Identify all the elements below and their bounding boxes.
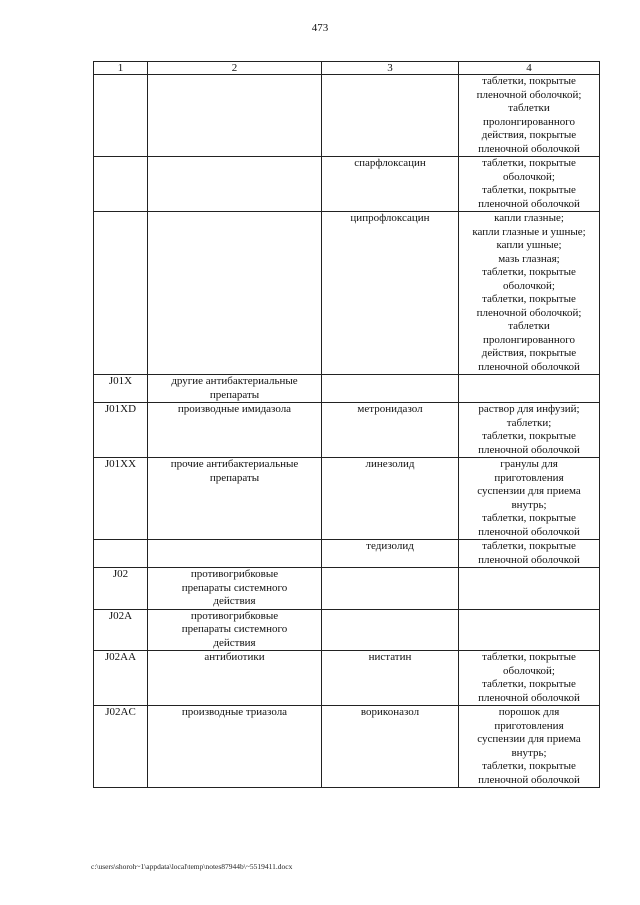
atc-code-cell <box>94 157 148 212</box>
column-header-3: 3 <box>322 62 459 75</box>
table-row <box>94 706 600 788</box>
drug-name-cell <box>322 568 459 610</box>
dosage-form-line: таблетки, покрытые <box>482 651 576 663</box>
table-row <box>94 609 600 651</box>
dosage-form-line: таблетки; <box>506 416 552 429</box>
dosage-form-line: таблетки, покрытые <box>482 293 576 305</box>
dosage-form-line: пролонгированного <box>483 115 575 128</box>
dosage-form-line: пленочной оболочкой; <box>476 306 582 319</box>
group-name-line: производные триазола <box>181 706 288 718</box>
dosage-form-line: суспензии для приема <box>477 485 581 497</box>
group-name-cell <box>148 706 322 788</box>
group-name-line: препараты системного <box>181 581 288 594</box>
dosage-form-line: капли глазные и ушные; <box>472 225 586 238</box>
drug-name-cell: спарфлоксацин <box>322 157 459 212</box>
dosage-form-line: оболочкой; <box>503 170 555 183</box>
atc-code-cell: J02AC <box>94 706 148 788</box>
dosage-form-line: таблетки, покрытые <box>482 157 576 169</box>
dosage-form-line: раствор для инфузий; <box>478 403 580 415</box>
page-number: 473 <box>311 22 329 34</box>
dosage-forms-cell <box>459 568 600 610</box>
group-name-cell <box>148 458 322 540</box>
atc-code-cell: J02A <box>94 609 148 651</box>
drug-name-cell <box>322 609 459 651</box>
dosage-form-line: пленочной оболочкой <box>478 360 580 373</box>
dosage-form-line: пленочной оболочкой <box>478 773 580 786</box>
dosage-form-line: пленочной оболочкой <box>478 525 580 538</box>
dosage-form-line: пленочной оболочкой <box>478 691 580 704</box>
drug-name-cell: линезолид <box>322 458 459 540</box>
drug-name-cell: ципрофлоксацин <box>322 212 459 375</box>
drug-name-cell: нистатин <box>322 651 459 706</box>
table-row <box>94 651 600 706</box>
dosage-forms-cell <box>459 75 600 157</box>
dosage-forms-cell <box>459 403 600 458</box>
dosage-form-line: суспензии для приема <box>477 733 581 745</box>
group-name-line: производные имидазола <box>177 403 292 415</box>
dosage-forms-cell <box>459 375 600 403</box>
column-header-2: 2 <box>148 62 322 75</box>
dosage-form-line: оболочкой; <box>503 664 555 677</box>
footer-file-path: c:\users\shoroh~1\appdata\local\temp\notes87944b\~5519411.docx <box>91 862 293 871</box>
group-name-cell <box>148 651 322 706</box>
dosage-form-line: таблетки, покрытые <box>482 540 576 552</box>
table-row <box>94 212 600 375</box>
table-row <box>94 540 600 568</box>
atc-code-cell: J01XD <box>94 403 148 458</box>
dosage-form-line: гранулы для <box>500 458 558 470</box>
dosage-form-line: таблетки, покрытые <box>482 184 576 196</box>
dosage-form-line: капли ушные; <box>496 239 562 251</box>
group-name-cell <box>148 540 322 568</box>
drug-name-cell: тедизолид <box>322 540 459 568</box>
group-name-line: действия <box>213 595 256 607</box>
dosage-form-line: мазь глазная; <box>498 252 560 265</box>
dosage-form-line: пролонгированного <box>483 333 575 346</box>
table-row <box>94 458 600 540</box>
dosage-forms-cell <box>459 212 600 375</box>
group-name-cell <box>148 609 322 651</box>
group-name-cell <box>148 568 322 610</box>
group-name-cell <box>148 75 322 157</box>
group-name-cell <box>148 403 322 458</box>
dosage-form-line: пленочной оболочкой <box>478 142 580 155</box>
medication-table <box>93 61 600 788</box>
group-name-line: препараты системного <box>181 623 288 635</box>
dosage-form-line: приготовления <box>494 471 564 484</box>
dosage-form-line: таблетки, покрытые <box>482 512 576 524</box>
atc-code-cell <box>94 540 148 568</box>
dosage-forms-cell <box>459 157 600 212</box>
dosage-forms-cell <box>459 706 600 788</box>
dosage-forms-cell <box>459 540 600 568</box>
dosage-form-line: внутрь; <box>511 746 547 759</box>
table-row <box>94 403 600 458</box>
atc-code-cell: J02 <box>94 568 148 610</box>
drug-name-cell <box>322 375 459 403</box>
group-name-line: действия <box>213 636 256 649</box>
dosage-form-line: пленочной оболочкой <box>478 197 580 210</box>
atc-code-cell: J02AA <box>94 651 148 706</box>
dosage-form-line: таблетки, покрытые <box>482 266 576 278</box>
table-row <box>94 157 600 212</box>
group-name-cell <box>148 157 322 212</box>
dosage-form-line: порошок для <box>498 706 560 718</box>
dosage-form-line: действия, покрытые <box>481 347 577 359</box>
dosage-form-line: внутрь; <box>511 498 547 511</box>
dosage-form-line: пленочной оболочкой; <box>476 88 582 101</box>
dosage-forms-cell <box>459 609 600 651</box>
dosage-form-line: пленочной оболочкой <box>478 443 580 456</box>
group-name-cell <box>148 375 322 403</box>
drug-name-cell: вориконазол <box>322 706 459 788</box>
table-row <box>94 375 600 403</box>
dosage-form-line: пленочной оболочкой <box>478 553 580 566</box>
atc-code-cell <box>94 75 148 157</box>
atc-code-cell: J01X <box>94 375 148 403</box>
group-name-cell <box>148 212 322 375</box>
drug-name-cell: метронидазол <box>322 403 459 458</box>
dosage-form-line: таблетки <box>508 102 550 114</box>
group-name-line: прочие антибактериальные <box>170 458 299 470</box>
dosage-form-line: таблетки, покрытые <box>482 678 576 690</box>
dosage-form-line: таблетки, покрытые <box>482 430 576 442</box>
group-name-line: противогрибковые <box>190 609 279 622</box>
dosage-form-line: действия, покрытые <box>481 129 577 141</box>
group-name-line: другие антибактериальные <box>171 375 298 387</box>
column-header-1: 1 <box>94 62 148 75</box>
group-name-line: антибиотики <box>204 651 265 663</box>
table-header-row <box>94 62 600 75</box>
atc-code-cell: J01XX <box>94 458 148 540</box>
group-name-line: препараты <box>209 388 260 401</box>
table-body <box>94 75 600 788</box>
dosage-forms-cell <box>459 458 600 540</box>
column-header-4: 4 <box>459 62 600 75</box>
dosage-form-line: таблетки <box>508 320 550 332</box>
atc-code-cell <box>94 212 148 375</box>
dosage-form-line: оболочкой; <box>503 279 555 292</box>
dosage-form-line: таблетки, покрытые <box>482 760 576 772</box>
dosage-form-line: приготовления <box>494 719 564 732</box>
group-name-line: препараты <box>209 471 260 484</box>
group-name-line: противогрибковые <box>190 568 279 580</box>
table-row <box>94 568 600 610</box>
drug-name-cell <box>322 75 459 157</box>
dosage-form-line: таблетки, покрытые <box>482 75 576 87</box>
table-row <box>94 75 600 157</box>
dosage-forms-cell <box>459 651 600 706</box>
dosage-form-line: капли глазные; <box>494 212 564 224</box>
